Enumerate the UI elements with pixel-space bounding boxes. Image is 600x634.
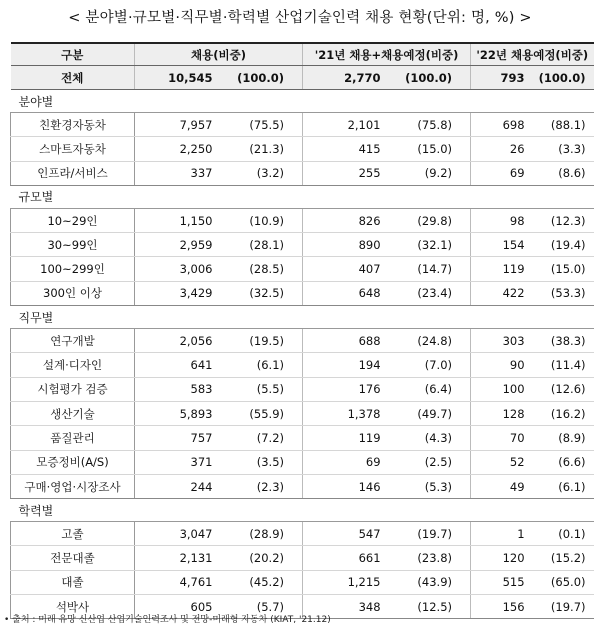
cell-2022-count: 100 <box>471 377 537 401</box>
cell-hiring-share: (3.5) <box>223 450 303 474</box>
row-label: 생산기술 <box>11 401 135 425</box>
header-hiring: 채용(비중) <box>135 43 303 66</box>
cell-2022-share: (19.4) <box>537 233 594 257</box>
cell-hiring-count: 4,761 <box>135 570 223 594</box>
cell-2022-share: (6.6) <box>537 450 594 474</box>
cell-2021-share: (49.7) <box>391 401 471 425</box>
cell-2021-share: (4.3) <box>391 426 471 450</box>
group-heading-row <box>11 185 594 208</box>
cell-hiring-count: 583 <box>135 377 223 401</box>
total-v1: 10,545 <box>135 66 223 90</box>
cell-2021-share: (6.4) <box>391 377 471 401</box>
cell-2022-count: 128 <box>471 401 537 425</box>
cell-2021-share: (23.4) <box>391 281 471 305</box>
row-label: 인프라/서비스 <box>11 161 135 185</box>
cell-2021-share: (24.8) <box>391 329 471 353</box>
cell-2022-share: (15.0) <box>537 257 594 281</box>
cell-2021-count: 648 <box>303 281 391 305</box>
table-row <box>11 522 594 546</box>
row-label: 설계·디자인 <box>11 353 135 377</box>
cell-2022-count: 1 <box>471 522 537 546</box>
total-p3: (100.0) <box>537 66 594 90</box>
cell-hiring-share: (45.2) <box>223 570 303 594</box>
cell-2022-count: 154 <box>471 233 537 257</box>
cell-2021-share: (15.0) <box>391 137 471 161</box>
cell-2022-share: (53.3) <box>537 281 594 305</box>
row-label: 친환경자동차 <box>11 113 135 137</box>
table-row <box>11 137 594 161</box>
total-p2: (100.0) <box>391 66 471 90</box>
cell-hiring-share: (55.9) <box>223 401 303 425</box>
cell-2022-share: (12.6) <box>537 377 594 401</box>
cell-2021-share: (14.7) <box>391 257 471 281</box>
cell-2022-count: 303 <box>471 329 537 353</box>
cell-hiring-count: 2,056 <box>135 329 223 353</box>
total-v2: 2,770 <box>303 66 391 90</box>
header-2022: '22년 채용예정(비중) <box>471 43 594 66</box>
cell-hiring-share: (28.9) <box>223 522 303 546</box>
cell-hiring-count: 7,957 <box>135 113 223 137</box>
group-heading: 직무별 <box>18 310 54 325</box>
total-v3: 793 <box>471 66 537 90</box>
total-label: 전체 <box>11 66 135 90</box>
cell-2022-count: 69 <box>471 161 537 185</box>
row-label: 100~299인 <box>11 257 135 281</box>
table-row <box>11 161 594 185</box>
cell-hiring-count: 5,893 <box>135 401 223 425</box>
row-label: 대졸 <box>11 570 135 594</box>
cell-hiring-share: (28.5) <box>223 257 303 281</box>
row-label: 구매·영업·시장조사 <box>11 474 135 498</box>
cell-2022-count: 156 <box>471 595 537 619</box>
cell-2021-count: 661 <box>303 546 391 570</box>
cell-2021-count: 69 <box>303 450 391 474</box>
table-row <box>11 329 594 353</box>
table-row <box>11 353 594 377</box>
cell-hiring-count: 3,047 <box>135 522 223 546</box>
cell-2021-share: (7.0) <box>391 353 471 377</box>
cell-hiring-count: 1,150 <box>135 208 223 232</box>
header-2021: '21년 채용+채용예정(비중) <box>303 43 471 66</box>
cell-hiring-share: (5.5) <box>223 377 303 401</box>
cell-2022-share: (19.7) <box>537 595 594 619</box>
table-row <box>11 377 594 401</box>
cell-2021-share: (75.8) <box>391 113 471 137</box>
row-label: 품질관리 <box>11 426 135 450</box>
cell-2022-share: (3.3) <box>537 137 594 161</box>
table-row <box>11 401 594 425</box>
cell-2022-share: (6.1) <box>537 474 594 498</box>
table-row <box>11 281 594 305</box>
cell-2021-share: (23.8) <box>391 546 471 570</box>
cell-2022-share: (16.2) <box>537 401 594 425</box>
row-label: 모증정비(A/S) <box>11 450 135 474</box>
cell-2021-count: 2,101 <box>303 113 391 137</box>
cell-2021-count: 348 <box>303 595 391 619</box>
table-row <box>11 113 594 137</box>
cell-2022-count: 70 <box>471 426 537 450</box>
cell-hiring-share: (6.1) <box>223 353 303 377</box>
cell-2021-count: 826 <box>303 208 391 232</box>
group-heading: 분야별 <box>18 94 54 109</box>
group-heading-row <box>11 306 594 329</box>
row-label: 300인 이상 <box>11 281 135 305</box>
cell-hiring-share: (19.5) <box>223 329 303 353</box>
cell-2022-share: (0.1) <box>537 522 594 546</box>
cell-2022-count: 515 <box>471 570 537 594</box>
cell-hiring-count: 3,429 <box>135 281 223 305</box>
row-label: 고졸 <box>11 522 135 546</box>
total-p1: (100.0) <box>223 66 303 90</box>
cell-2021-count: 146 <box>303 474 391 498</box>
footnote: • 출처 : 미래 유망 신산업 산업기술인력조사 및 전망-미래형 자동차 (KIAT, '21.12) <box>4 615 331 625</box>
table-row <box>11 450 594 474</box>
cell-2021-count: 547 <box>303 522 391 546</box>
cell-hiring-share: (21.3) <box>223 137 303 161</box>
cell-2021-count: 119 <box>303 426 391 450</box>
row-label: 연구개발 <box>11 329 135 353</box>
cell-hiring-share: (75.5) <box>223 113 303 137</box>
table-title: < 분야별·규모별·직무별·학력별 산업기술인력 채용 현황(단위: 명, %) > <box>68 10 532 26</box>
cell-2022-count: 26 <box>471 137 537 161</box>
cell-hiring-share: (20.2) <box>223 546 303 570</box>
cell-2022-share: (38.3) <box>537 329 594 353</box>
cell-2021-count: 176 <box>303 377 391 401</box>
cell-2021-count: 688 <box>303 329 391 353</box>
group-heading-row <box>11 90 594 113</box>
cell-2022-share: (8.6) <box>537 161 594 185</box>
cell-2021-count: 415 <box>303 137 391 161</box>
header-category: 구분 <box>11 43 135 66</box>
cell-hiring-count: 2,959 <box>135 233 223 257</box>
cell-hiring-share: (32.5) <box>223 281 303 305</box>
row-label: 10~29인 <box>11 208 135 232</box>
cell-hiring-count: 2,250 <box>135 137 223 161</box>
cell-hiring-count: 244 <box>135 474 223 498</box>
row-label: 전문대졸 <box>11 546 135 570</box>
row-label: 30~99인 <box>11 233 135 257</box>
group-heading: 규모별 <box>18 190 54 205</box>
cell-2021-share: (9.2) <box>391 161 471 185</box>
cell-2021-count: 407 <box>303 257 391 281</box>
cell-2021-share: (32.1) <box>391 233 471 257</box>
cell-2022-share: (88.1) <box>537 113 594 137</box>
table-row <box>11 474 594 498</box>
recruitment-table <box>10 42 594 619</box>
total-row <box>11 66 594 90</box>
cell-hiring-share: (5.7) <box>223 595 303 619</box>
table-header-row <box>11 43 594 66</box>
row-label: 스마트자동차 <box>11 137 135 161</box>
table-row <box>11 257 594 281</box>
cell-2021-count: 1,378 <box>303 401 391 425</box>
cell-2022-count: 90 <box>471 353 537 377</box>
cell-2022-share: (65.0) <box>537 570 594 594</box>
cell-hiring-count: 2,131 <box>135 546 223 570</box>
table-row <box>11 426 594 450</box>
group-heading-row <box>11 499 594 522</box>
cell-2021-share: (5.3) <box>391 474 471 498</box>
cell-2021-share: (19.7) <box>391 522 471 546</box>
cell-hiring-count: 371 <box>135 450 223 474</box>
cell-2022-count: 119 <box>471 257 537 281</box>
row-label: 시험평가 검증 <box>11 377 135 401</box>
cell-2021-share: (43.9) <box>391 570 471 594</box>
cell-2022-count: 422 <box>471 281 537 305</box>
cell-hiring-share: (10.9) <box>223 208 303 232</box>
cell-2021-count: 1,215 <box>303 570 391 594</box>
table-row <box>11 546 594 570</box>
cell-2021-share: (12.5) <box>391 595 471 619</box>
cell-hiring-count: 337 <box>135 161 223 185</box>
cell-hiring-count: 641 <box>135 353 223 377</box>
cell-2021-count: 255 <box>303 161 391 185</box>
cell-hiring-share: (2.3) <box>223 474 303 498</box>
table-row <box>11 208 594 232</box>
cell-2022-count: 49 <box>471 474 537 498</box>
cell-hiring-share: (28.1) <box>223 233 303 257</box>
cell-hiring-share: (3.2) <box>223 161 303 185</box>
cell-2021-count: 194 <box>303 353 391 377</box>
group-heading: 학력별 <box>18 503 54 518</box>
cell-hiring-count: 757 <box>135 426 223 450</box>
cell-2021-share: (29.8) <box>391 208 471 232</box>
cell-2022-share: (11.4) <box>537 353 594 377</box>
row-label: 석박사 <box>11 595 135 619</box>
cell-2022-share: (8.9) <box>537 426 594 450</box>
table-row <box>11 570 594 594</box>
cell-2022-count: 120 <box>471 546 537 570</box>
cell-2022-share: (15.2) <box>537 546 594 570</box>
cell-2021-share: (2.5) <box>391 450 471 474</box>
cell-2022-count: 52 <box>471 450 537 474</box>
cell-2021-count: 890 <box>303 233 391 257</box>
cell-2022-count: 698 <box>471 113 537 137</box>
cell-2022-share: (12.3) <box>537 208 594 232</box>
cell-hiring-count: 3,006 <box>135 257 223 281</box>
cell-hiring-share: (7.2) <box>223 426 303 450</box>
table-row <box>11 233 594 257</box>
cell-2022-count: 98 <box>471 208 537 232</box>
cell-hiring-count: 605 <box>135 595 223 619</box>
